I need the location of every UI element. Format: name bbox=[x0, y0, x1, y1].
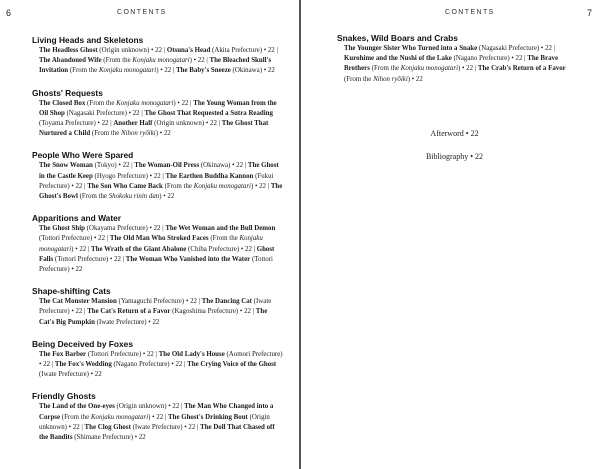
entry-source-prefix: From the bbox=[81, 193, 107, 201]
toc-entry: The Dancing Cat (Iwate Prefecture) • 22 bbox=[39, 298, 272, 316]
toc-entry: The Old Lady's House (Aomori Prefecture) • 22 bbox=[39, 350, 283, 369]
entry-source: Origin unknown bbox=[156, 120, 202, 128]
entry-page: 22 bbox=[156, 413, 164, 421]
entry-source-title: Konjaku monogatari bbox=[90, 413, 149, 421]
entry-source: Tottori Prefecture bbox=[57, 255, 106, 263]
entry-page: 22 bbox=[175, 361, 183, 369]
entry-title: The Fox's Wedding bbox=[54, 361, 112, 369]
entry-page: 22 bbox=[466, 65, 474, 73]
section-entries: The Ghost Ship (Okayama Prefecture) • 22 | The Wet Woman and the Bull Demon (Tottori Prefecture) • 22 | The Old Man Who Stroked Faces (From the Konjaku monogatari) • 22 | The Wrath of the Giant Abalone (Chiba Prefecture) • 22 | Ghost Falls (Tottori Prefecture) • 22 | The Woman Who Vanished into the Water (Tottori Prefecture) • 22 bbox=[39, 225, 276, 274]
entry-source-prefix: From the bbox=[373, 65, 400, 73]
entry-source: Nagano Prefecture bbox=[455, 55, 508, 63]
entry-page: 22 bbox=[163, 130, 171, 138]
entry-source: Nagasaki Prefecture bbox=[68, 109, 125, 117]
toc-entry: The Headless Ghost (Origin unknown) • 22 bbox=[39, 47, 163, 54]
entry-title: The Old Lady's House bbox=[158, 350, 225, 358]
entry-source-prefix: From the bbox=[72, 67, 98, 75]
afterword-label: Afterword bbox=[430, 128, 464, 138]
section-entries: The Headless Ghost (Origin unknown) • 22 | Otsuna's Head (Akita Prefecture) • 22 | The Abandoned Wife (From the Konjaku monogatari) • 22 | The Bleached Skull's Invitation (From the Konjaku monogatari) • 22 | The Baby's Sneeze (Okinawa) • 22 bbox=[39, 47, 278, 75]
toc-entry: The Ghost in the Castle Keep (Hyogo Prefecture) • 22 bbox=[39, 162, 279, 180]
entry-source-title: Konjaku monogatari bbox=[39, 235, 263, 253]
entry-source-title: Nihon ryōiki bbox=[373, 75, 408, 83]
entry-title: The Cat's Return of a Favor bbox=[87, 308, 171, 316]
right-page-number: 7 bbox=[586, 8, 592, 18]
toc-entry: Ghost Falls (Tottori Prefecture) • 22 bbox=[39, 245, 275, 263]
entry-page: 22 bbox=[167, 193, 175, 201]
entry-page: 22 bbox=[43, 361, 51, 369]
entry-source: Akita Prefecture bbox=[214, 47, 260, 54]
entry-page: 22 bbox=[244, 308, 251, 316]
toc-section bbox=[32, 35, 283, 77]
entry-source: Okayama Prefecture bbox=[89, 225, 146, 233]
section-heading: Apparitions and Water bbox=[32, 213, 122, 224]
section-heading: Ghosts' Requests bbox=[32, 87, 103, 98]
section-heading: Friendly Ghosts bbox=[32, 391, 96, 402]
entry-source: Okinawa bbox=[234, 67, 260, 75]
toc-entry: The Bleached Skull's Invitation (From the Konjaku monogatari) • 22 bbox=[39, 57, 272, 75]
entry-page: 22 bbox=[72, 423, 80, 431]
entry-title: The Woman-Oil Press bbox=[134, 162, 200, 170]
left-running-head bbox=[6, 8, 283, 22]
toc-entry: The Doll That Chased off the Bandits (Shimane Prefecture) • 22 bbox=[39, 423, 275, 442]
toc-section bbox=[32, 339, 283, 381]
entry-source-prefix: From the bbox=[64, 413, 90, 421]
entry-page: 22 bbox=[75, 182, 83, 190]
entry-title: The Ghost's Drinking Bout bbox=[168, 413, 248, 421]
toc-entry: The Land of the One-eyes (Origin unknown) • 22 bbox=[39, 403, 180, 411]
entry-page: 22 bbox=[138, 434, 146, 442]
bibliography-entry: Bibliography • 22 bbox=[425, 151, 484, 161]
entry-source: Kagoshima Prefecture bbox=[174, 308, 236, 316]
toc-entry: The Woman Who Vanished into the Water (Tottori Prefecture) • 22 bbox=[39, 255, 273, 274]
entry-source: Origin unknown bbox=[39, 413, 270, 431]
entry-title: The Cat Monster Mansion bbox=[39, 298, 117, 306]
entry-source-prefix: From the bbox=[212, 235, 238, 243]
toc-entry: The Ghost's Bowl (From the Shokoku rinin dan) • 22 bbox=[39, 182, 283, 201]
bibliography-page: 22 bbox=[475, 151, 484, 161]
entry-title: The Earthen Buddha Kannon bbox=[165, 172, 254, 180]
section-entries: The Closed Box (From the Konjaku monogatari) • 22 | The Young Woman from the Oil Shop (Nagasaki Prefecture) • 22 | The Ghost That Requested a Sutra Reading (Toyama Prefecture) • 22 | Another Half (Origin unknown) • 22 | The Ghost That Nurtured a Child (From the Nihon ryōiki) • 22 bbox=[39, 99, 277, 138]
entry-page: 22 bbox=[210, 120, 217, 128]
entry-page: 22 bbox=[197, 57, 205, 65]
entry-page: 22 bbox=[181, 99, 189, 107]
toc-section bbox=[32, 88, 283, 140]
left-page bbox=[0, 0, 299, 469]
right-running-head bbox=[337, 8, 592, 22]
toc-entry: The Woman-Oil Press (Okinawa) • 22 bbox=[134, 162, 244, 170]
entry-title: The Brave Brothers bbox=[344, 55, 559, 73]
section-heading: Living Heads and Skeletons bbox=[32, 35, 144, 45]
entry-title: The Ghost in the Castle Keep bbox=[39, 162, 279, 180]
entry-title: Ghost Falls bbox=[39, 245, 275, 263]
entry-source: Okinawa bbox=[203, 162, 229, 170]
entry-source: Tottori Prefecture bbox=[41, 235, 90, 243]
toc-entry: The Fox Barber (Tottori Prefecture) • 22 bbox=[39, 350, 154, 358]
toc-entry: Another Half (Origin unknown) • 22 bbox=[113, 120, 217, 128]
toc-entry: The Baby's Sneeze (Okinawa) • 22 bbox=[176, 67, 275, 75]
entry-page: 22 bbox=[98, 235, 106, 243]
section-heading: Snakes, Wild Boars and Crabs bbox=[337, 33, 458, 43]
entry-title: The Abandoned Wife bbox=[39, 57, 102, 65]
section-entries: The Snow Woman (Tokyo) • 22 | The Woman-Oil Press (Okinawa) • 22 | The Ghost in the Castle Keep (Hyogo Prefecture) • 22 | The Earthen Buddha Kannon (Fukui Prefecture) • 22 | The Son Who Came Back (From the Konjaku monogatari) • 22 | The Ghost's Bowl (From the Shokoku rinin dan) • 22 bbox=[39, 162, 283, 201]
entry-source-prefix: From the bbox=[166, 182, 192, 190]
entry-page: 22 bbox=[153, 172, 161, 180]
toc-section bbox=[337, 33, 572, 85]
section-heading: People Who Were Spared bbox=[32, 150, 134, 161]
entry-source-prefix: From the bbox=[346, 75, 372, 83]
toc-entry: Kurohime and the Nushi of the Lake (Nagano Prefecture) • 22 bbox=[344, 55, 523, 63]
toc-section bbox=[32, 286, 283, 328]
entry-title: The Dancing Cat bbox=[201, 298, 252, 306]
entry-page: 22 bbox=[545, 45, 552, 52]
section-entries: The Land of the One-eyes (Origin unknown) • 22 | The Man Who Changed into a Corpse (From the Konjaku monogatari) • 22 | The Ghost's Drinking Bout (Origin unknown) • 22 | The Clog Ghost (Iwate Prefecture) • 22 | The Doll That Chased off the Bandits (Shimane Prefecture) • 22 bbox=[39, 403, 275, 442]
afterword-entry: Afterword • 22 bbox=[430, 128, 479, 138]
toc-entry: The Younger Sister Who Turned into a Snake (Nagasaki Prefecture) • 22 bbox=[344, 45, 552, 52]
toc-entry: The Young Woman from the Oil Shop (Nagasaki Prefecture) • 22 bbox=[39, 99, 277, 117]
toc-entry: The Son Who Came Back (From the Konjaku monogatari) • 22 bbox=[87, 182, 266, 190]
entry-title: The Wrath of the Giant Abalone bbox=[91, 245, 187, 253]
entry-page: 22 bbox=[122, 162, 130, 170]
toc-entry: The Fox's Wedding (Nagano Prefecture) • 22 bbox=[54, 361, 183, 369]
entry-title: The Wet Woman and the Bull Demon bbox=[165, 225, 276, 233]
afterword-page: 22 bbox=[470, 128, 479, 138]
entry-title: The Crab's Return of a Favor bbox=[477, 65, 566, 73]
section-entries: The Fox Barber (Tottori Prefecture) • 22 | The Old Lady's House (Aomori Prefecture) • 22 | The Fox's Wedding (Nagano Prefecture) • 22 | The Crying Voice of the Ghost (Iwate Prefecture) • 22 bbox=[39, 350, 283, 379]
bibliography-label: Bibliography bbox=[425, 151, 469, 161]
entry-title: The Woman Who Vanished into the Water bbox=[125, 255, 251, 263]
entry-source: Fukui Prefecture bbox=[39, 172, 274, 190]
toc-entry: The Old Man Who Stroked Faces (From the Konjaku monogatari) • 22 bbox=[39, 235, 263, 253]
toc-entry: The Ghost Ship (Okayama Prefecture) • 22 bbox=[39, 225, 161, 233]
entry-source: Origin unknown bbox=[118, 403, 165, 411]
entry-page: 22 bbox=[146, 350, 154, 358]
toc-entry: The Wet Woman and the Bull Demon (Tottori Prefecture) • 22 bbox=[39, 225, 276, 243]
entry-page: 22 bbox=[155, 47, 163, 54]
toc-entry: The Wrath of the Giant Abalone (Chiba Prefecture) • 22 bbox=[91, 245, 252, 253]
section-entries: The Cat Monster Mansion (Yamaguchi Prefecture) • 22 | The Dancing Cat (Iwate Prefecture) • 22 | The Cat's Return of a Favor (Kagoshima Prefecture) • 22 | The Cat's Big Pumpkin (Iwate Prefecture) • 22 bbox=[39, 298, 272, 326]
entry-source: Tottori Prefecture bbox=[39, 255, 273, 274]
entry-source-prefix: From the bbox=[89, 99, 115, 107]
entry-page: 22 bbox=[153, 225, 161, 233]
entry-title: The Bleached Skull's Invitation bbox=[39, 57, 272, 75]
entry-title: The Headless Ghost bbox=[39, 47, 98, 54]
entry-source-title: Konjaku monogatari bbox=[98, 67, 157, 75]
toc-entry: The Snow Woman (Tokyo) • 22 bbox=[39, 162, 130, 170]
toc-section bbox=[32, 391, 283, 443]
entry-title: The Snow Woman bbox=[39, 162, 93, 170]
toc-entry: The Brave Brothers (From the Konjaku monogatari) • 22 bbox=[344, 55, 559, 73]
entry-source: Toyama Prefecture bbox=[41, 120, 94, 128]
entry-source: Iwate Prefecture bbox=[41, 371, 87, 379]
entry-page: 22 bbox=[75, 308, 83, 316]
entry-page: 22 bbox=[172, 403, 180, 411]
toc-section bbox=[32, 150, 283, 202]
entry-page: 22 bbox=[94, 371, 102, 379]
entry-page: 22 bbox=[267, 67, 275, 75]
entry-title: The Land of the One-eyes bbox=[39, 403, 115, 411]
entry-title: The Crying Voice of the Ghost bbox=[187, 361, 277, 369]
entry-source-title: Konjaku monogatari bbox=[132, 57, 190, 65]
left-contents-list bbox=[32, 35, 283, 443]
right-contents-list bbox=[337, 33, 572, 85]
toc-entry: The Closed Box (From the Konjaku monogatari) • 22 bbox=[39, 99, 189, 107]
entry-source-title: Shokoku rinin dan bbox=[108, 193, 160, 201]
entry-source: Origin unknown bbox=[101, 47, 147, 54]
entry-page: 22 bbox=[152, 318, 160, 326]
entry-page: 22 bbox=[101, 120, 109, 128]
entry-title: The Ghost That Requested a Sutra Reading bbox=[144, 109, 273, 117]
toc-entry: The Cat's Return of a Favor (Kagoshima Prefecture) • 22 bbox=[87, 308, 251, 316]
entry-source: Iwate Prefecture bbox=[134, 423, 181, 431]
entry-page: 22 bbox=[190, 298, 197, 306]
entry-page: 22 bbox=[415, 75, 423, 83]
entry-title: Kurohime and the Nushi of the Lake bbox=[344, 55, 452, 63]
entry-title: The Baby's Sneeze bbox=[176, 67, 231, 75]
toc-entry: The Crab's Return of a Favor (From the Nihon ryōiki) • 22 bbox=[344, 65, 566, 83]
entry-page: 22 bbox=[515, 55, 523, 63]
entry-title: Another Half bbox=[113, 120, 153, 128]
entry-source: Yamaguchi Prefecture bbox=[120, 298, 182, 306]
toc-entry: The Man Who Changed into a Corpse (From the Konjaku monogatari) • 22 bbox=[39, 403, 274, 421]
entry-title: The Fox Barber bbox=[39, 350, 87, 358]
entry-page: 22 bbox=[259, 182, 266, 190]
entry-title: The Cat's Big Pumpkin bbox=[39, 308, 268, 326]
section-entries: The Younger Sister Who Turned into a Snake (Nagasaki Prefecture) • 22 | Kurohime and the Nushi of the Lake (Nagano Prefecture) • 22 | The Brave Brothers (From the Konjaku monogatari) • 22 | The Crab's Return of a Favor (From the Nihon ryōiki) • 22 bbox=[344, 45, 566, 83]
entry-title: The Ghost's Bowl bbox=[39, 182, 283, 201]
entry-title: Otsuna's Head bbox=[166, 47, 211, 54]
toc-entry: The Abandoned Wife (From the Konjaku monogatari) • 22 bbox=[39, 57, 205, 65]
entry-title: The Closed Box bbox=[39, 99, 86, 107]
entry-source: Hyogo Prefecture bbox=[96, 172, 146, 180]
entry-source-title: Konjaku monogatari bbox=[116, 99, 174, 107]
entry-page: 22 bbox=[114, 255, 121, 263]
entry-source: Tokyo bbox=[96, 162, 115, 170]
entry-source: Nagano Prefecture bbox=[115, 361, 168, 369]
entry-page: 22 bbox=[132, 109, 140, 117]
toc-section bbox=[32, 213, 283, 275]
entry-source: Iwate Prefecture bbox=[39, 298, 272, 316]
section-heading: Shape-shifting Cats bbox=[32, 286, 111, 297]
entry-page: 22 bbox=[245, 245, 252, 253]
left-running-head-label: CONTENTS bbox=[117, 9, 167, 16]
entry-source-title: Konjaku monogatari bbox=[193, 182, 251, 190]
entry-source-prefix: From the bbox=[105, 57, 131, 65]
entry-title: The Man Who Changed into a Corpse bbox=[39, 403, 274, 421]
toc-entry: The Ghost's Drinking Bout (Origin unknown) • 22 bbox=[39, 413, 270, 431]
entry-source-title: Nihon ryōiki bbox=[121, 130, 156, 138]
left-page-number: 6 bbox=[6, 8, 12, 18]
entry-title: The Ghost That Nurtured a Child bbox=[39, 120, 269, 138]
right-page bbox=[301, 0, 600, 469]
entry-page: 22 bbox=[75, 266, 83, 274]
entry-title: The Doll That Chased off the Bandits bbox=[39, 423, 275, 442]
entry-source: Tottori Prefecture bbox=[90, 350, 139, 358]
entry-title: The Young Woman from the Oil Shop bbox=[39, 99, 277, 117]
section-heading: Being Deceived by Foxes bbox=[32, 338, 134, 349]
toc-entry: The Crying Voice of the Ghost (Iwate Prefecture) • 22 bbox=[39, 361, 277, 379]
toc-entry: The Cat Monster Mansion (Yamaguchi Prefecture) • 22 bbox=[39, 298, 197, 306]
entry-page: 22 bbox=[236, 162, 244, 170]
entry-source: Chiba Prefecture bbox=[190, 245, 237, 253]
entry-page: 22 bbox=[164, 67, 172, 75]
entry-source-prefix: From the bbox=[94, 130, 120, 138]
entry-source-title: Konjaku monogatari bbox=[400, 65, 458, 73]
toc-entry: Otsuna's Head (Akita Prefecture) • 22 bbox=[166, 47, 275, 54]
toc-entry: The Ghost That Nurtured a Child (From the Nihon ryōiki) • 22 bbox=[39, 120, 269, 138]
toc-entry: The Earthen Buddha Kannon (Fukui Prefecture) • 22 bbox=[39, 172, 274, 190]
entry-source: Iwate Prefecture bbox=[98, 318, 145, 326]
entry-page: 22 bbox=[79, 245, 87, 253]
entry-title: The Ghost Ship bbox=[39, 225, 85, 233]
entry-title: The Clog Ghost bbox=[84, 423, 131, 431]
entry-source: Aomori Prefecture bbox=[228, 350, 281, 358]
entry-source: Shimane Prefecture bbox=[76, 434, 131, 442]
right-running-head-label: CONTENTS bbox=[445, 9, 495, 16]
entry-page: 22 bbox=[188, 423, 196, 431]
toc-entry: The Clog Ghost (Iwate Prefecture) • 22 bbox=[84, 423, 196, 431]
toc-entry: The Ghost That Requested a Sutra Reading (Toyama Prefecture) • 22 bbox=[39, 109, 273, 128]
entry-source: Nagasaki Prefecture bbox=[481, 45, 537, 52]
entry-title: The Son Who Came Back bbox=[87, 182, 163, 190]
entry-title: The Younger Sister Who Turned into a Snake bbox=[344, 45, 478, 52]
entry-page: 22 bbox=[267, 47, 275, 54]
entry-title: The Old Man Who Stroked Faces bbox=[109, 235, 209, 243]
toc-entry: The Cat's Big Pumpkin (Iwate Prefecture) • 22 bbox=[39, 308, 268, 326]
